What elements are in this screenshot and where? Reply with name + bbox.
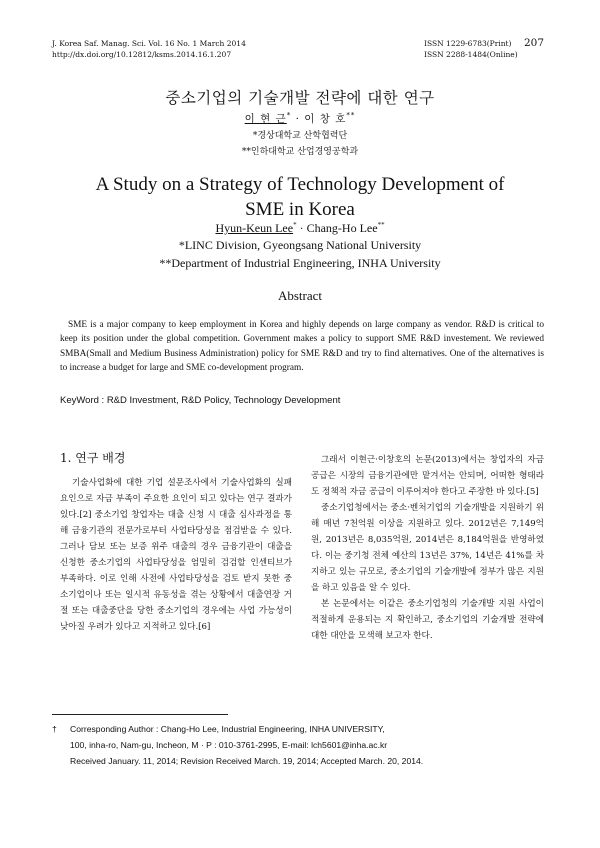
korean-author-1-mark: * (286, 111, 292, 120)
right-paragraph-2: 중소기업청에서는 중소·벤처기업의 기술개발을 지원하기 위해 매년 7천억원 이상을 지원하고 있다. 2012년은 7,149억원, 2013년은 8,035억원, 2014년은 8,184억원을 반영하였다. 이는 중기청 전체 예산의 13년은 37%, 14년은 41%를 차지하고 있는 규모로, 중소기업의 기술개발에 정부가 많은 지원을 하고 있음을 알 수 있다. (311, 503, 544, 593)
english-author-1: Hyun-Keun Lee (215, 221, 294, 235)
english-title (0, 172, 600, 222)
footnote-divider (52, 714, 228, 715)
english-title-line-1: A Study on a Strategy of Technology Development of (95, 174, 505, 195)
journal-citation: J. Korea Saf. Manag. Sci. Vol. 16 No. 1 March 2014 (52, 39, 246, 48)
korean-authors (0, 111, 600, 126)
section-heading: 1. 연구 배경 (60, 451, 126, 465)
english-title-line-2: SME in Korea (245, 199, 355, 220)
korean-author-2: 이 창 호 (304, 113, 347, 125)
english-author-1-mark: * (293, 221, 297, 229)
english-author-2: Chang-Ho Lee (306, 221, 378, 235)
keywords: KeyWord : R&D Investment, R&D Policy, Technology Development (60, 395, 341, 406)
korean-affiliation-1: *경상대학교 산학협력단 (252, 131, 348, 141)
right-paragraph-1: 그래서 이현근·이창호의 논문(2013)에서는 창업자의 자금 공급은 시장의 금융기관에만 맡겨서는 안되며, 어떠한 형태라도 정책적 자금 공급이 이루어져야 한다고 주장한 바 있다.[5] (311, 455, 544, 497)
english-authors (0, 221, 600, 236)
korean-affiliation-2: **인하대학교 산업경영공학과 (241, 147, 359, 157)
english-affiliation-2: **Department of Industrial Engineering, INHA University (159, 256, 441, 270)
author-contact: 100, inha-ro, Nam-gu, Incheon, M · P : 010-3761-2995, E-mail: lch5601@inha.ac.kr (70, 740, 388, 750)
footnote (52, 721, 423, 769)
author-separator: · (295, 113, 300, 125)
issn-print: ISSN 1229-6783(Print) (424, 39, 512, 48)
korean-author-2-mark: ** (346, 111, 356, 120)
right-column (311, 452, 544, 644)
issn-online: ISSN 2288-1484(Online) (424, 50, 518, 59)
author-separator: · (299, 221, 304, 235)
english-author-2-mark: ** (377, 221, 385, 229)
doi-link[interactable]: http://dx.doi.org/10.12812/ksms.2014.16.1.207 (52, 50, 232, 59)
left-column-paragraph: 기술사업화에 대한 기업 설문조사에서 기술사업화의 실패요인으로 자금 부족이 주요한 요인이 되고 있다는 연구 결과가 있다.[2] 중소기업 창업자는 대출 신청 시 대출 심사과정을 통해 금융기관의 전문가로부터 사업타당성을 점검받을 수 있다. 그러나 담보 또는 보증 위주 대출의 경우 금융기관이 대출을 신청한 중소기업의 사업타당성을 엄밀히 검검할 인센티브가 부족하다. 이로 인해 사전에 사업타당성을 검토 받지 못한 중소기업이나 또는 일시적 유동성을 겪는 상황에서 대출연장 거절 또는 대출중단을 당한 중소기업의 경우에는 사업 가능성이 낮아질 우려가 있다고 지적하고 있다.[6] (60, 478, 292, 632)
dagger-mark: † (52, 724, 57, 734)
issn-block (424, 38, 518, 60)
abstract-heading: Abstract (277, 288, 323, 303)
korean-author-1: 이 현 근 (244, 113, 287, 125)
abstract-body: SME is a major company to keep employment in Korea and highly depends on large company as vendor. R&D is critical to keep its position under the global competition. Government makes a policy to support SME R&D investement. We reviewed SMBA(Small and Medium Business Administration) policy for SME R&D and try to find alternatives. One of the alternatives is to increase a budget for large and SME co-development program. (60, 320, 544, 373)
journal-header (52, 38, 246, 60)
corresponding-author: Corresponding Author : Chang-Ho Lee, Industrial Engineering, INHA UNIVERSITY, (70, 724, 385, 734)
received-dates: Received January. 11, 2014; Revision Received March. 19, 2014; Accepted March. 20, 2014. (70, 756, 424, 766)
korean-title: 중소기업의 기술개발 전략에 대한 연구 (165, 89, 435, 107)
english-affiliation-1: *LINC Division, Gyeongsang National University (178, 238, 422, 252)
page-number: 207 (524, 37, 545, 49)
right-paragraph-3: 본 논문에서는 이같은 중소기업청의 기술개발 지원 사업이 적절하게 운용되는 지 확인하고, 중소기업의 기술개발 전략에 대한 대안을 모색해 보고자 한다. (311, 599, 544, 641)
